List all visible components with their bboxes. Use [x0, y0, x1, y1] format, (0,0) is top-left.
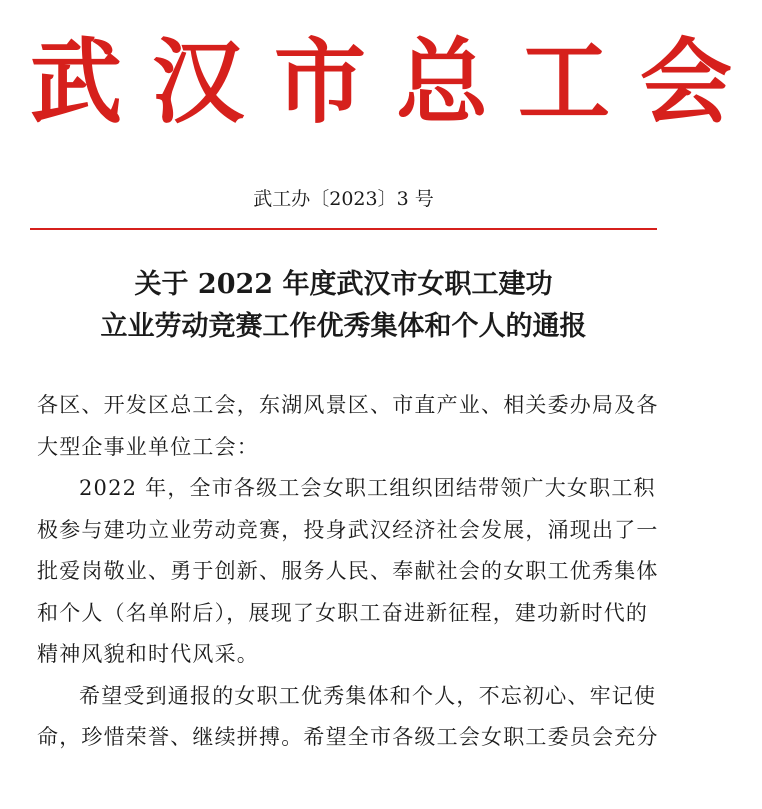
paragraph-2-line-2: 命，珍惜荣誉、继续拼搏。希望全市各级工会女职工委员会充分 [37, 725, 659, 749]
paragraph-2-line-1: 希望受到通报的女职工优秀集体和个人，不忘初心、牢记使 [79, 683, 657, 708]
paragraph-1-line-5: 精神风貌和时代风采。 [37, 642, 259, 666]
title-line-2: 立业劳动竞赛工作优秀集体和个人的通报 [100, 311, 587, 342]
document-number: 武工办〔2023〕3 号 [253, 188, 434, 210]
paragraph-1-line-1: 2022 年，全市各级工会女职工组织团结带领广大女职工积 [79, 476, 656, 500]
title-line-1: 关于 2022 年度武汉市女职工建功 [134, 269, 553, 300]
document-body [37, 385, 659, 759]
paragraph-1-line-4: 和个人（名单附后），展现了女职工奋进新征程，建功新时代的 [37, 600, 649, 625]
document-title [0, 264, 687, 348]
addressee-line-1: 各区、开发区总工会，东湖风景区、市直产业、相关委办局及各 [37, 393, 659, 417]
addressee-line-2: 大型企事业单位工会： [37, 434, 259, 459]
organization-header: 武汉市总工会 [30, 28, 762, 136]
header-divider [30, 228, 657, 230]
paragraph-1-line-3: 批爱岗敬业、勇于创新、服务人民、奉献社会的女职工优秀集体 [37, 559, 659, 583]
paragraph-1-line-2: 极参与建功立业劳动竞赛，投身武汉经济社会发展，涌现出了一 [37, 517, 659, 542]
